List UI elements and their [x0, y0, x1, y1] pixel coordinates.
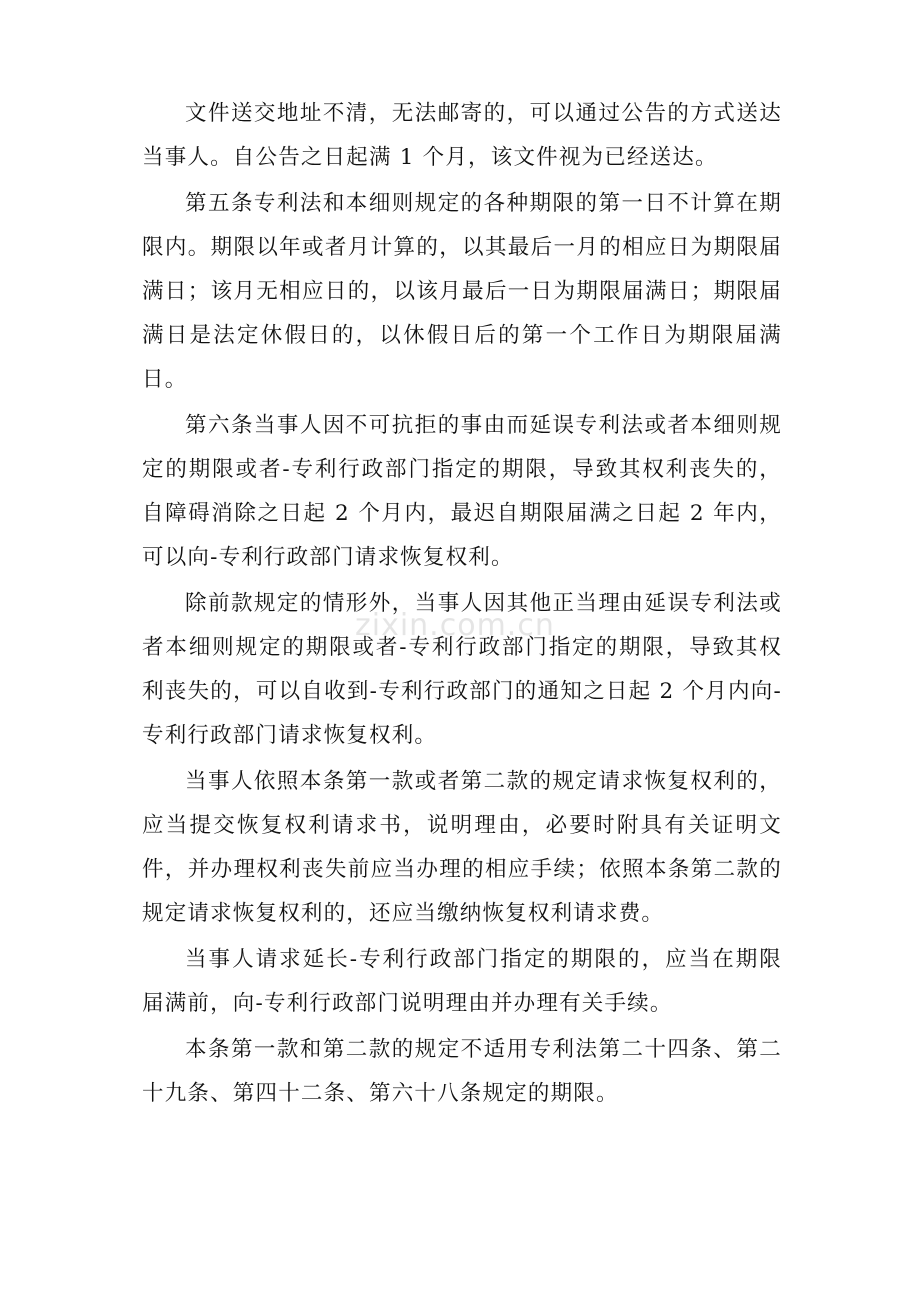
paragraph-3: 第六条当事人因不可抗拒的事由而延误专利法或者本细则规定的期限或者-专利行政部门指定的期限，导致其权利丧失的，自障碍消除之日起 2 个月内，最迟自期限届满之日起 2 年内，可以向-专利行政部门请求恢复权利。 — [142, 413, 782, 570]
paragraph-4: 除前款规定的情形外，当事人因其他正当理由延误专利法或者本细则规定的期限或者-专利行政部门指定的期限，导致其权利丧失的，可以自收到-专利行政部门的通知之日起 2 个月内向-专利行政部门请求恢复权利。 — [142, 591, 782, 748]
paragraph-7: 本条第一款和第二款的规定不适用专利法第二十四条、第二十九条、第四十二条、第六十八条规定的期限。 — [142, 1037, 782, 1106]
paragraph-1: 文件送交地址不清，无法邮寄的，可以通过公告的方式送达当事人。自公告之日起满 1 个月，该文件视为已经送达。 — [142, 101, 782, 170]
paragraph-6: 当事人请求延长-专利行政部门指定的期限的，应当在期限届满前，向-专利行政部门说明理由并办理有关手续。 — [142, 947, 782, 1016]
document-body — [142, 92, 782, 1116]
paragraph-5: 当事人依照本条第一款或者第二款的规定请求恢复权利的，应当提交恢复权利请求书，说明理由，必要时附具有关证明文件，并办理权利丧失前应当办理的相应手续；依照本条第二款的规定请求恢复权利的，还应当缴纳恢复权利请求费。 — [142, 769, 782, 926]
watermark: zixin.com.cn — [355, 608, 555, 643]
paragraph-2: 第五条专利法和本细则规定的各种期限的第一日不计算在期限内。期限以年或者月计算的，以其最后一月的相应日为期限届满日；该月无相应日的，以该月最后一日为期限届满日；期限届满日是法定休假日的，以休假日后的第一个工作日为期限届满日。 — [142, 191, 782, 392]
